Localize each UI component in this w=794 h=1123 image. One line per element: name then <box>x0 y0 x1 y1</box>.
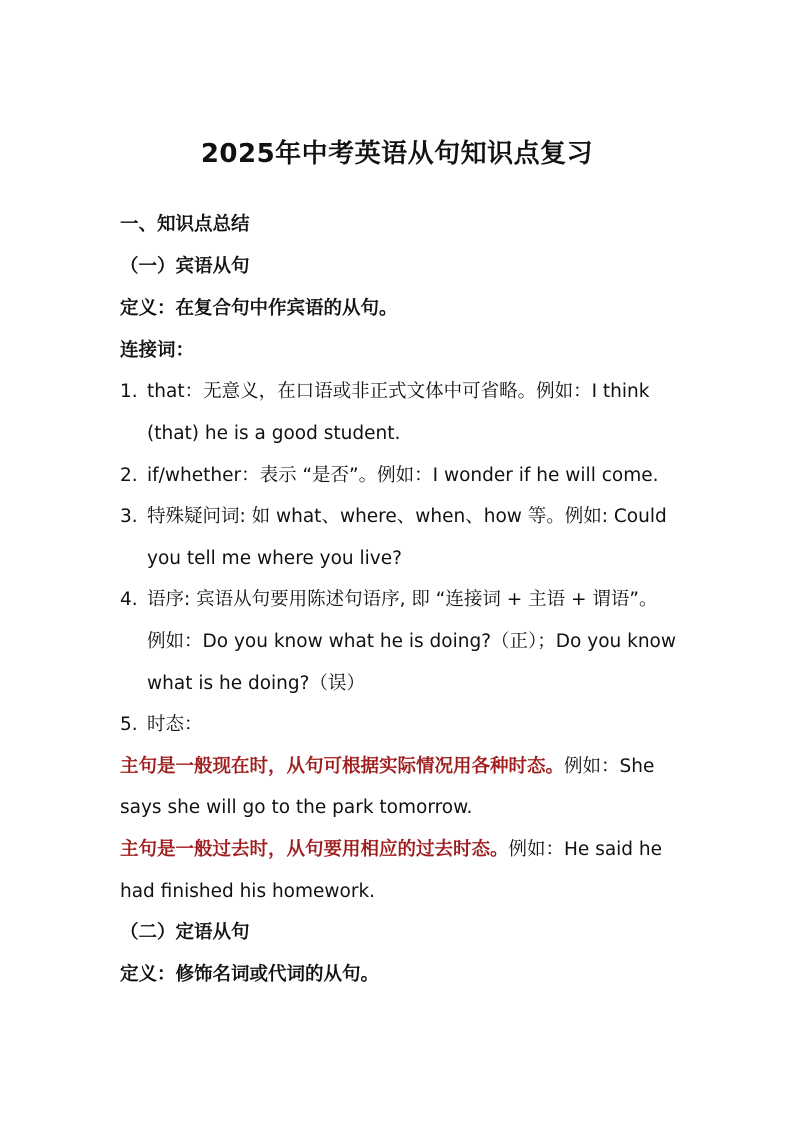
tense-rule-continuation: had finished his homework. <box>120 881 376 902</box>
list-number: 5. <box>120 714 138 735</box>
tense-rule-present <box>120 754 654 780</box>
list-item-line: (that) he is a good student. <box>147 423 401 444</box>
tense-rule-highlight: 主句是一般现在时，从句可根据实际情况用各种时态。 <box>120 756 565 777</box>
tense-rule-highlight: 主句是一般过去时，从句要用相应的过去时态。 <box>120 839 509 860</box>
list-item-line: 时态： <box>147 714 203 735</box>
subsection-heading-attributive-clause: （二）定语从句 <box>120 922 250 943</box>
tense-rule-example: 例如：She <box>564 756 655 777</box>
tense-rule-example: 例如：He said he <box>508 839 663 860</box>
list-number: 1. <box>120 381 138 402</box>
connectors-label: 连接词： <box>120 340 195 361</box>
definition-attributive-clause: 定义：修饰名词或代词的从句。 <box>120 964 380 985</box>
list-item-line: 特殊疑问词: 如 what、where、when、how 等。例如: Could <box>147 506 667 527</box>
list-number: 2. <box>120 465 138 486</box>
page-title: 2025年中考英语从句知识点复习 <box>200 139 594 169</box>
list-number: 4. <box>120 589 138 610</box>
tense-rule-past <box>120 837 662 863</box>
list-number: 3. <box>120 506 138 527</box>
list-item-line: 例如：Do you know what he is doing?（正）；Do you know <box>147 631 677 652</box>
subsection-heading-object-clause: （一）宾语从句 <box>120 256 250 277</box>
section-heading: 一、知识点总结 <box>120 214 250 235</box>
tense-rule-continuation: says she will go to the park tomorrow. <box>120 797 473 818</box>
list-item-line: what is he doing?（误） <box>147 673 365 694</box>
definition-object-clause: 定义：在复合句中作宾语的从句。 <box>120 298 398 319</box>
list-item-line: you tell me where you live? <box>147 548 402 569</box>
list-item-line: 语序: 宾语从句要用陈述句语序, 即 “连接词 + 主语 + 谓语”。 <box>147 589 658 610</box>
list-item-line: if/whether：表示 “是否”。例如：I wonder if he will come. <box>147 465 659 486</box>
list-item-line: that：无意义，在口语或非正式文体中可省略。例如：I think <box>147 381 650 402</box>
